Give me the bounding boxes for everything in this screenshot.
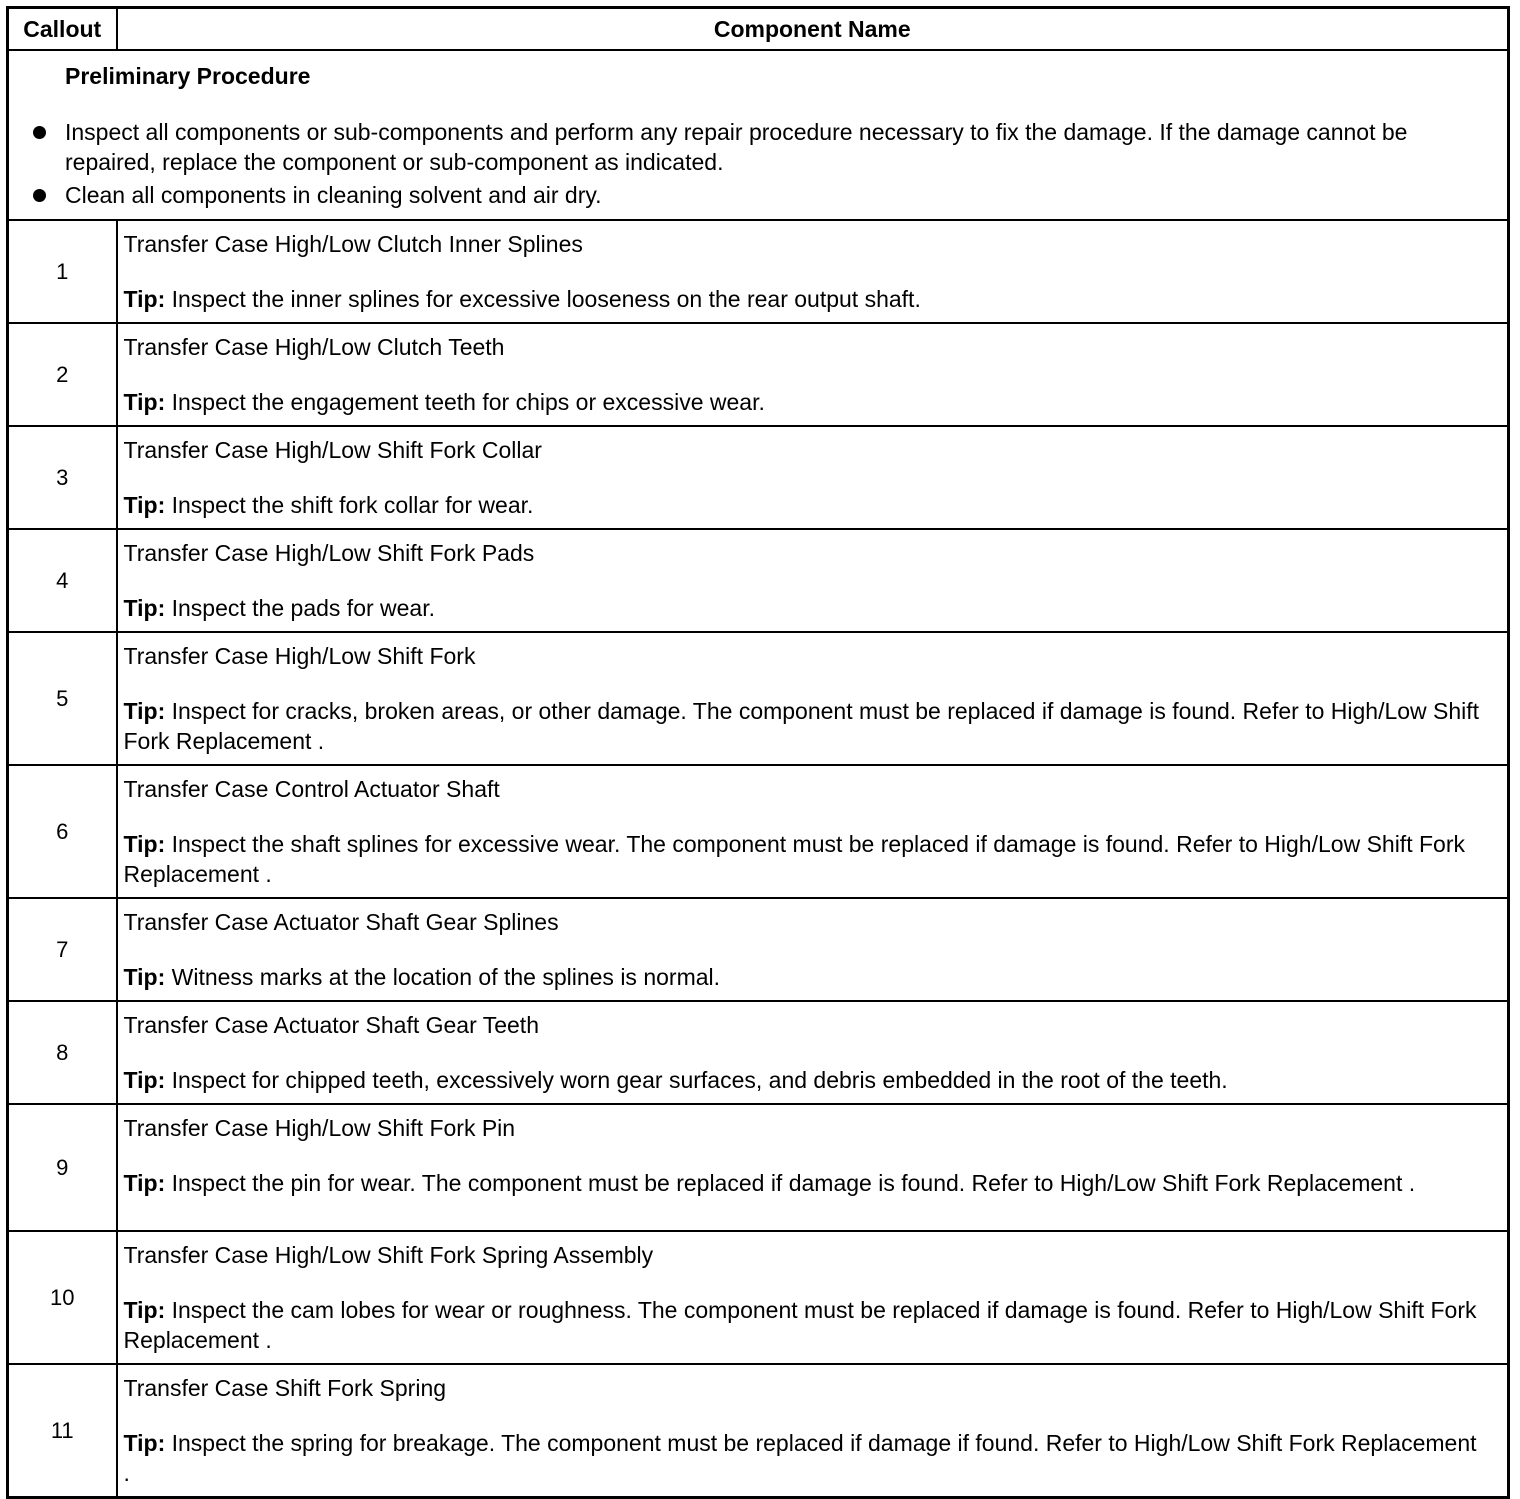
component-name: Transfer Case Control Actuator Shaft xyxy=(123,776,500,802)
table-row xyxy=(8,1001,1509,1104)
component-tip xyxy=(124,593,1488,623)
callout-cell: 3 xyxy=(8,426,117,529)
preliminary-bullet-text: Clean all components in cleaning solvent and air dry. xyxy=(65,182,602,208)
component-name: Transfer Case Shift Fork Spring xyxy=(123,1375,447,1401)
preliminary-row xyxy=(8,50,1509,220)
component-cell xyxy=(117,220,1509,323)
component-tip xyxy=(124,1295,1488,1355)
component-tip xyxy=(124,284,1488,314)
preliminary-bullet xyxy=(27,180,1493,210)
tip-label: Tip: xyxy=(123,831,166,857)
component-name: Transfer Case High/Low Clutch Teeth xyxy=(123,334,505,360)
preliminary-bullet xyxy=(27,117,1493,177)
table-row xyxy=(8,529,1509,632)
component-tip xyxy=(124,696,1488,756)
header-row xyxy=(8,8,1509,51)
tip-label: Tip: xyxy=(123,389,166,415)
tip-text: Witness marks at the location of the splines is normal. xyxy=(165,964,721,990)
tip-text: Inspect the shift fork collar for wear. xyxy=(165,492,534,518)
component-tip xyxy=(124,490,1488,520)
component-cell xyxy=(117,426,1509,529)
component-name: Transfer Case Actuator Shaft Gear Splines xyxy=(123,909,559,935)
header-callout: Callout xyxy=(8,8,117,51)
table-row xyxy=(8,1364,1509,1498)
tip-text: Inspect the pads for wear. xyxy=(165,595,436,621)
tip-label: Tip: xyxy=(123,1297,166,1323)
tip-label: Tip: xyxy=(123,286,166,312)
tip-text: Inspect for chipped teeth, excessively worn gear surfaces, and debris embedded in the root of the teeth. xyxy=(165,1067,1228,1093)
table-row xyxy=(8,898,1509,1001)
tip-label: Tip: xyxy=(123,1170,166,1196)
header-component-name: Component Name xyxy=(117,8,1509,51)
tip-label: Tip: xyxy=(123,964,166,990)
callout-cell: 9 xyxy=(8,1104,117,1231)
component-name: Transfer Case High/Low Shift Fork Spring Assembly xyxy=(123,1242,654,1268)
tip-text: Inspect the engagement teeth for chips or excessive wear. xyxy=(165,389,765,415)
document-frame xyxy=(6,6,1507,1499)
component-name: Transfer Case High/Low Shift Fork xyxy=(123,643,476,669)
preliminary-cell xyxy=(8,50,1509,220)
callout-cell: 1 xyxy=(8,220,117,323)
component-cell xyxy=(117,1104,1509,1231)
table-row xyxy=(8,426,1509,529)
callout-cell: 2 xyxy=(8,323,117,426)
component-name: Transfer Case High/Low Clutch Inner Splines xyxy=(123,231,583,257)
component-cell xyxy=(117,323,1509,426)
tip-text: Inspect the pin for wear. The component must be replaced if damage is found. Refer to High/Low Shift Fork Replacement . xyxy=(165,1170,1416,1196)
component-cell xyxy=(117,765,1509,898)
table-row xyxy=(8,1231,1509,1364)
component-cell xyxy=(117,1231,1509,1364)
table-row xyxy=(8,323,1509,426)
component-tip xyxy=(124,387,1488,417)
callout-cell: 4 xyxy=(8,529,117,632)
component-cell xyxy=(117,1364,1509,1498)
tip-label: Tip: xyxy=(123,1430,166,1456)
preliminary-title: Preliminary Procedure xyxy=(65,63,311,89)
callout-cell: 6 xyxy=(8,765,117,898)
component-name: Transfer Case High/Low Shift Fork Pin xyxy=(123,1115,516,1141)
component-tip xyxy=(124,829,1488,889)
table-row xyxy=(8,220,1509,323)
callout-cell: 10 xyxy=(8,1231,117,1364)
component-tip xyxy=(124,1428,1488,1488)
tip-label: Tip: xyxy=(123,698,166,724)
tip-text: Inspect the cam lobes for wear or roughness. The component must be replaced if damage is found. Refer to High/Low Shift Fork Replacement . xyxy=(123,1297,1477,1353)
tip-label: Tip: xyxy=(123,492,166,518)
callout-cell: 8 xyxy=(8,1001,117,1104)
table-row xyxy=(8,632,1509,765)
tip-label: Tip: xyxy=(123,595,166,621)
component-cell xyxy=(117,1001,1509,1104)
bullet-dot-icon xyxy=(27,180,65,210)
component-cell xyxy=(117,898,1509,1001)
tip-label: Tip: xyxy=(123,1067,166,1093)
table-row xyxy=(8,1104,1509,1231)
component-tip xyxy=(124,1168,1488,1198)
component-name: Transfer Case High/Low Shift Fork Pads xyxy=(123,540,535,566)
tip-text: Inspect for cracks, broken areas, or other damage. The component must be replaced if damage is found. Refer to High/Low Shift Fork Replacement . xyxy=(123,698,1480,754)
tip-text: Inspect the shaft splines for excessive wear. The component must be replaced if damage is found. Refer to High/Low Shift Fork Replacement . xyxy=(123,831,1465,887)
component-name: Transfer Case High/Low Shift Fork Collar xyxy=(123,437,542,463)
tip-text: Inspect the spring for breakage. The component must be replaced if damage if found. Refer to High/Low Shift Fork Replacement . xyxy=(123,1430,1477,1486)
component-tip xyxy=(124,962,1488,992)
component-tip xyxy=(124,1065,1488,1095)
component-cell xyxy=(117,632,1509,765)
callout-cell: 5 xyxy=(8,632,117,765)
component-name: Transfer Case Actuator Shaft Gear Teeth xyxy=(123,1012,539,1038)
bullet-dot-icon xyxy=(27,117,65,147)
callout-cell: 7 xyxy=(8,898,117,1001)
preliminary-bullet-text: Inspect all components or sub-components and perform any repair procedure necessary to fix the damage. If the damage cannot be repaired, replace the component or sub-component as indicated. xyxy=(65,119,1408,175)
callout-cell: 11 xyxy=(8,1364,117,1498)
component-cell xyxy=(117,529,1509,632)
table-row xyxy=(8,765,1509,898)
component-table xyxy=(6,6,1510,1499)
tip-text: Inspect the inner splines for excessive looseness on the rear output shaft. xyxy=(165,286,921,312)
